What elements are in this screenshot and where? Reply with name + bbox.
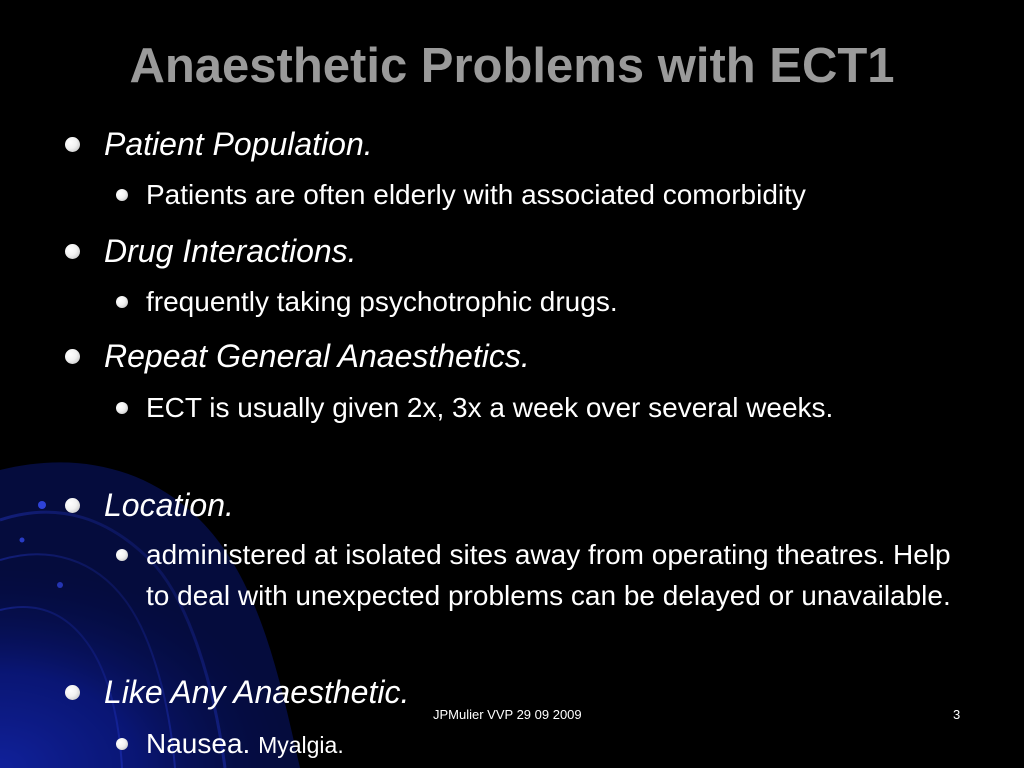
sub-bullet-item: ECT is usually given 2x, 3x a week over several weeks.: [146, 392, 834, 423]
sub-bullet-item: frequently taking psychotrophic drugs.: [146, 286, 618, 317]
bullet-icon: [65, 349, 80, 364]
slide-number: 3: [953, 707, 961, 722]
sub-bullet-item: Patients are often elderly with associated comorbidity: [146, 179, 806, 210]
bullet-icon: [65, 244, 80, 259]
bullet-item-repeat-general-anaesthetics: Repeat General Anaesthetics.: [104, 338, 530, 374]
sub-bullet-icon: [116, 402, 128, 414]
bullet-icon: [65, 137, 80, 152]
sub-bullet-item: administered at isolated sites away from operating theatres. Help to deal with unexpected problems can be delayed or unavailable.: [146, 539, 951, 611]
bullet-icon: [65, 685, 80, 700]
sub-bullet-text-myalgia: Myalgia.: [258, 732, 344, 758]
slide-title: Anaesthetic Problems with ECT1: [129, 39, 895, 93]
footer-text: JPMulier VVP 29 09 2009: [433, 707, 582, 722]
sub-bullet-item: [146, 723, 956, 766]
sub-bullet-icon: [116, 189, 128, 201]
bullet-icon: [65, 498, 80, 513]
sub-bullet-icon: [116, 296, 128, 308]
bullet-item-like-any-anaesthetic: Like Any Anaesthetic.: [104, 674, 410, 710]
bullet-item-location: Location.: [104, 487, 234, 523]
sub-bullet-icon: [116, 738, 128, 750]
bullet-item-patient-population: Patient Population.: [104, 126, 373, 162]
sub-bullet-text-nausea: Nausea.: [146, 728, 251, 759]
sub-bullet-icon: [116, 549, 128, 561]
bullet-item-drug-interactions: Drug Interactions.: [104, 233, 357, 269]
